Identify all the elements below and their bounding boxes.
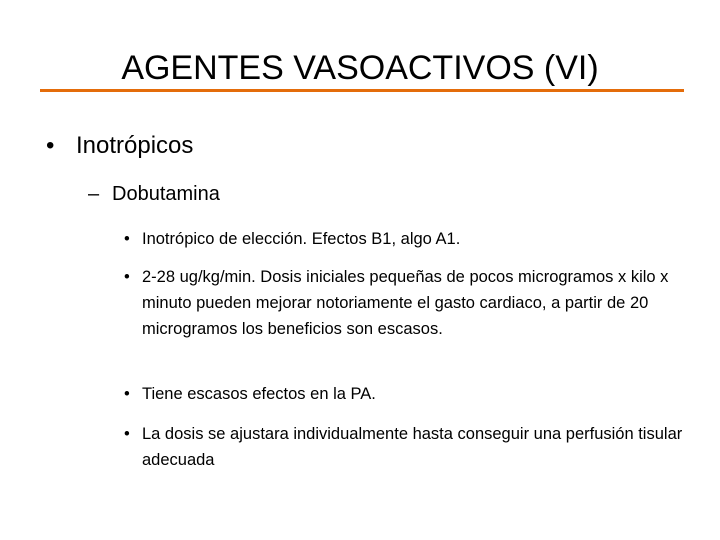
- bullet-dash-icon: –: [88, 183, 100, 205]
- bullet-level3: [124, 381, 684, 407]
- bullet-level3: [124, 264, 684, 342]
- bullet-level3: [124, 421, 684, 473]
- bullet-text: 2-28 ug/kg/min. Dosis iniciales pequeñas de pocos microgramos x kilo x minuto pueden mejorar notoriamente el gasto cardiaco, a partir de 20 microgramos los beneficios son escasos.: [142, 268, 669, 338]
- title-underline: [40, 89, 684, 92]
- bullet-dot-icon: •: [124, 268, 130, 286]
- bullet-dot-icon: •: [124, 385, 130, 403]
- bullet-dot-icon: •: [124, 230, 130, 248]
- bullet-text: Tiene escasos efectos en la PA.: [142, 385, 376, 403]
- bullet-text: La dosis se ajustara individualmente hasta conseguir una perfusión tisular adecuada: [142, 425, 683, 469]
- bullet-level1: [46, 131, 193, 161]
- slide-title: AGENTES VASOACTIVOS (VI): [121, 49, 599, 87]
- bullet-level2: [88, 180, 220, 208]
- bullet-text: Inotrópicos: [76, 132, 194, 159]
- bullet-dot-icon: •: [124, 425, 130, 443]
- bullet-level3: [124, 226, 684, 252]
- bullet-text: Inotrópico de elección. Efectos B1, algo A1.: [142, 230, 461, 248]
- bullet-dot-icon: •: [46, 132, 55, 159]
- bullet-text: Dobutamina: [112, 183, 220, 205]
